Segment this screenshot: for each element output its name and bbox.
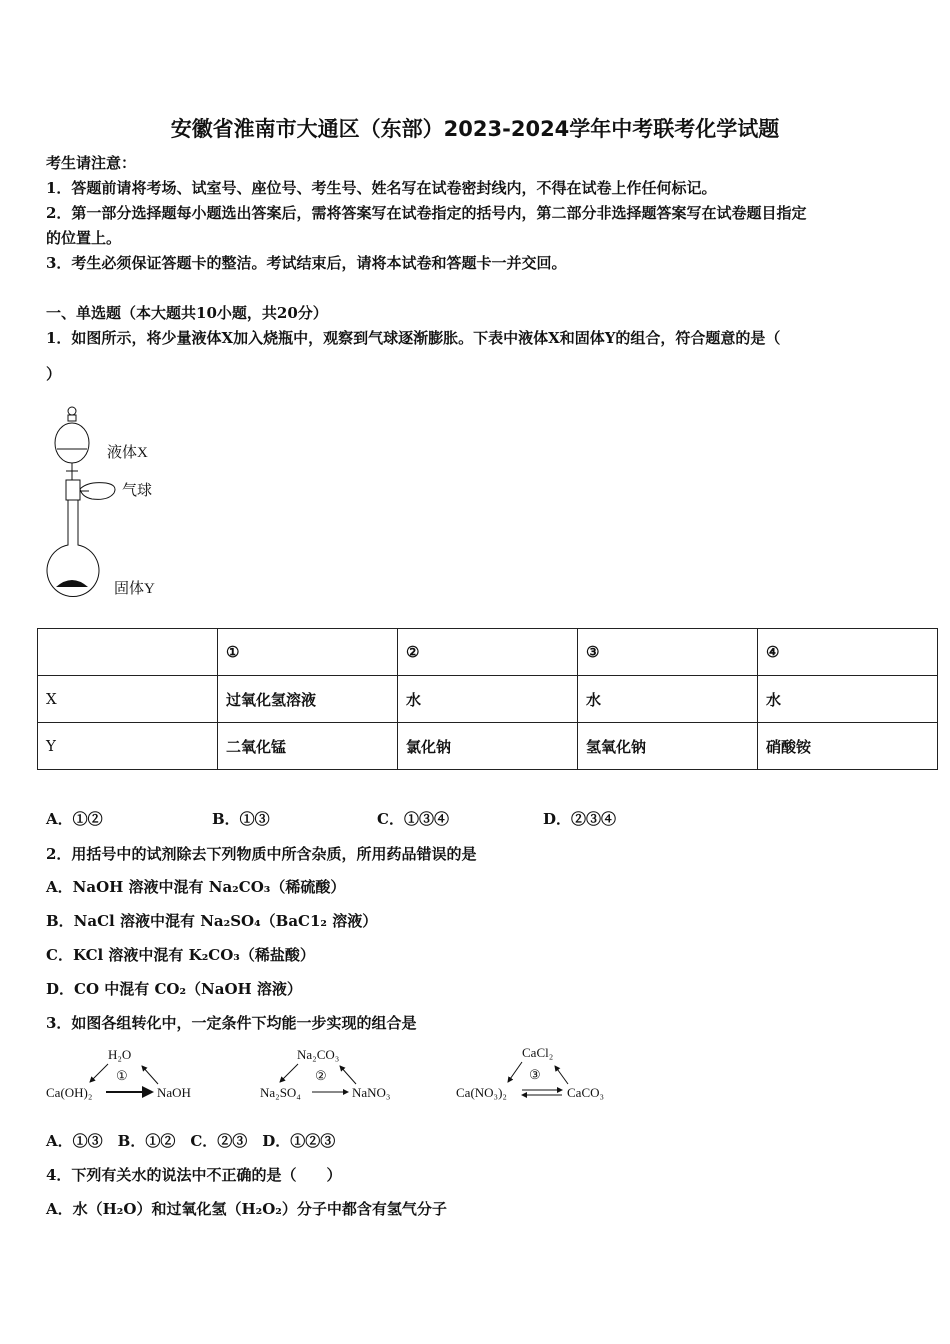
label-liquid-x: 液体X	[107, 445, 148, 461]
q1-option-c: C．①③④	[377, 810, 449, 828]
diagram-1-number: ①	[116, 1068, 128, 1083]
table-cell: ③	[578, 629, 758, 676]
table-cell: Y	[38, 723, 218, 770]
table-cell: 水	[398, 676, 578, 723]
label-balloon: 气球	[122, 483, 153, 499]
diagram-3-right: CaCO₃	[567, 1085, 605, 1100]
q1-option-b: B．①③	[212, 810, 270, 828]
q4-option-a: A．水（H₂O）和过氧化氢（H₂O₂）分子中都含有氢气分子	[46, 1200, 447, 1218]
q4-stem: 4．下列有关水的说法中不正确的是（ ）	[46, 1166, 342, 1184]
diagram-3-number: ③	[529, 1067, 541, 1082]
q2-option-a: A．NaOH 溶液中混有 Na₂CO₃（稀硫酸）	[46, 878, 346, 896]
q1-table	[37, 628, 938, 770]
notice-item: 3．考生必须保证答题卡的整洁。考试结束后，请将本试卷和答题卡一并交回。	[46, 254, 567, 272]
diagram-3-left: Ca(NO₃)₂	[456, 1085, 507, 1100]
label-solid-y: 固体Y	[114, 581, 155, 597]
q2-option-c: C．KCl 溶液中混有 K₂CO₃（稀盐酸）	[46, 946, 315, 964]
page-title: 安徽省淮南市大通区（东部）2023-2024学年中考联考化学试题	[170, 117, 780, 141]
table-cell: ②	[398, 629, 578, 676]
table-cell: 氢氧化钠	[578, 723, 758, 770]
diagram-1-left: Ca(OH)₂	[46, 1085, 93, 1100]
table-cell: 过氧化氢溶液	[218, 676, 398, 723]
diagram-2-right: NaNO₃	[352, 1085, 391, 1100]
table-cell: ④	[758, 629, 938, 676]
table-row	[38, 676, 938, 723]
diagram-2-number: ②	[315, 1068, 327, 1083]
notice-item: 的位置上。	[46, 229, 122, 247]
diagram-2-top: Na₂CO₃	[297, 1047, 340, 1062]
q2-option-d: D．CO 中混有 CO₂（NaOH 溶液）	[46, 980, 302, 998]
q2-option-b: B．NaCl 溶液中混有 Na₂SO₄（BaC1₂ 溶液）	[46, 912, 378, 930]
q3-stem: 3．如图各组转化中，一定条件下均能一步实现的组合是	[46, 1014, 417, 1032]
table-row	[38, 723, 938, 770]
diagram-arrows	[0, 1040, 950, 1110]
diagram-1-top: H₂O	[108, 1047, 132, 1062]
notice-item: 1．答题前请将考场、试室号、座位号、考生号、姓名写在试卷密封线内，不得在试卷上作任何标记。	[46, 179, 717, 197]
table-cell: X	[38, 676, 218, 723]
balloon-icon	[78, 477, 123, 507]
diagram-2-left: Na₂SO₄	[260, 1085, 301, 1100]
notice-heading: 考生请注意：	[46, 154, 137, 172]
q1-stem-end: ）	[46, 365, 62, 383]
section-heading: 一、单选题（本大题共10小题，共20分）	[46, 304, 328, 322]
table-row	[38, 629, 938, 676]
q2-stem: 2．用括号中的试剂除去下列物质中所含杂质，所用药品错误的是	[46, 845, 477, 863]
table-cell: 水	[578, 676, 758, 723]
notice-item: 2．第一部分选择题每小题选出答案后，需将答案写在试卷指定的括号内，第二部分非选择题答案写在试卷题目指定	[46, 204, 807, 222]
diagram-1-right: NaOH	[157, 1085, 191, 1100]
table-cell: 硝酸铵	[758, 723, 938, 770]
diagram-3-top: CaCl₂	[522, 1045, 554, 1060]
q1-stem: 1．如图所示，将少量液体X加入烧瓶中，观察到气球逐渐膨胀。下表中液体X和固体Y的组合，符合题意的是（	[46, 329, 781, 347]
q3-options: A．①③ B．①② C．②③ D．①②③	[46, 1132, 336, 1150]
table-cell: 水	[758, 676, 938, 723]
table-cell: 二氧化锰	[218, 723, 398, 770]
q1-option-d: D．②③④	[543, 810, 617, 828]
table-cell	[38, 629, 218, 676]
table-cell: 氯化钠	[398, 723, 578, 770]
table-cell: ①	[218, 629, 398, 676]
q1-option-a: A．①②	[46, 810, 103, 828]
